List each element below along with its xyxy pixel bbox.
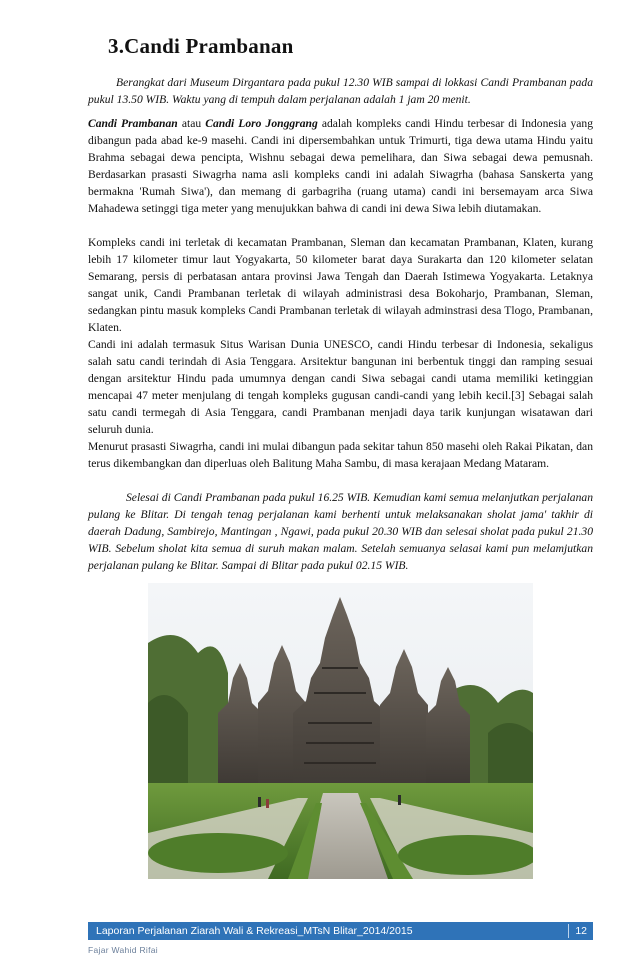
- section-heading: [108, 34, 293, 59]
- paragraph-location: Kompleks candi ini terletak di kecamatan Prambanan, Sleman dan kecamatan Prambanan, Klaten, kurang lebih 17 kilometer timur laut Yogyakarta, 50 kilometer barat daya Surakarta dan 120 kilometer selatan Semarang, persis di perbatasan antara provinsi Jawa Tengah dan Daerah Istimewa Yogyakarta. Letaknya sangat unik, Candi Prambanan terletak di wilayah administrasi desa Bokoharjo, Prambanan, Sleman, sedangkan pintu masuk kompleks Candi Prambanan terletak di wilayah adminstrasi desa Tlogo, Prambanan, Klaten.: [88, 236, 593, 334]
- term-candi-prambanan: Candi Prambanan: [88, 117, 178, 130]
- intro-paragraph: Berangkat dari Museum Dirgantara pada pukul 12.30 WIB sampai di lokkasi Candi Prambanan pada pukul 13.50 WIB. Waktu yang di tempuh dalam perjalanan adalah 1 jam 20 menit.: [88, 76, 593, 106]
- footer-report-title: Laporan Perjalanan Ziarah Wali & Rekreasi_MTsN Blitar_2014/2015: [96, 925, 413, 937]
- term-connector: atau: [181, 117, 202, 130]
- paragraph-description: [88, 115, 593, 217]
- paragraph-description-text: adalah kompleks candi Hindu terbesar di Indonesia yang dibangun pada abad ke-9 masehi. Candi ini dipersembahkan untuk Trimurti, tiga dewa utama Hindu yaitu Brahma sebagai dewa pencipta, Wishnu sebagai dewa pemelihara, dan Siwa sebagai dewa pemusnah. Berdasarkan prasasti Siwagrha nama asli kompleks candi ini adalah Siwagrha (bahasa Sanskerta yang bermakna 'Rumah Siwa'), dan memang di garbagriha (ruang utama) candi ini bersemayam arca Siwa Mahadewa setinggi tiga meter yang menujukkan bahwa di candi ini dewa Siwa lebih diutamakan.: [88, 117, 594, 215]
- paragraph-unesco: Candi ini adalah termasuk Situs Warisan Dunia UNESCO, candi Hindu terbesar di Indonesia, sekaligus salah satu candi terindah di Asia Tenggara. Arsitektur bangunan ini berbentuk tinggi dan ramping sesuai dengan arsitektur Hindu pada umumnya dengan candi Siwa sebagai candi utama memiliki ketinggian mencapai 47 meter menjulang di tengah kompleks gugusan candi-candi yang lebih kecil.[3] Sebagai salah satu candi termegah di Asia Tenggara, candi Prambanan menjadi daya tarik kunjungan wisatawan dari seluruh dunia.: [88, 338, 593, 436]
- section-title: Candi Prambanan: [124, 34, 294, 58]
- term-candi-loro-jonggrang: Candi Loro Jonggrang: [205, 117, 318, 130]
- temple-photo: [148, 583, 533, 879]
- footer-bar: [88, 922, 593, 940]
- closing-paragraph: Selesai di Candi Prambanan pada pukul 16.25 WIB. Kemudian kami semua melanjutkan perjalanan pulang ke Blitar. Di tengah tenag perjalanan kami berhenti untuk melaksanakan sholat jama' takhir di daerah Dadung, Sambirejo, Mantingan , Ngawi, pada pukul 20.30 WIB dan selesai sholat pada pukul 21.30 WIB. Sebelum sholat kita semua di suruh makan malam. Setelah semuanya selasai kami pun melamjutkan perjalanan pulang ke Blitar. Sampai di Blitar pada pukul 02.15 WIB.: [88, 491, 593, 572]
- section-number: 3.: [108, 34, 125, 58]
- paragraph-history: Menurut prasasti Siwagrha, candi ini mulai dibangun pada sekitar tahun 850 masehi oleh Rakai Pikatan, dan terus dikembangkan dan diperluas oleh Balitung Maha Sambu, di masa kerajaan Medang Mataram.: [88, 440, 593, 470]
- author-name: Fajar Wahid Rifai: [88, 945, 158, 955]
- footer-separator: [568, 924, 569, 938]
- page-number: 12: [575, 925, 587, 937]
